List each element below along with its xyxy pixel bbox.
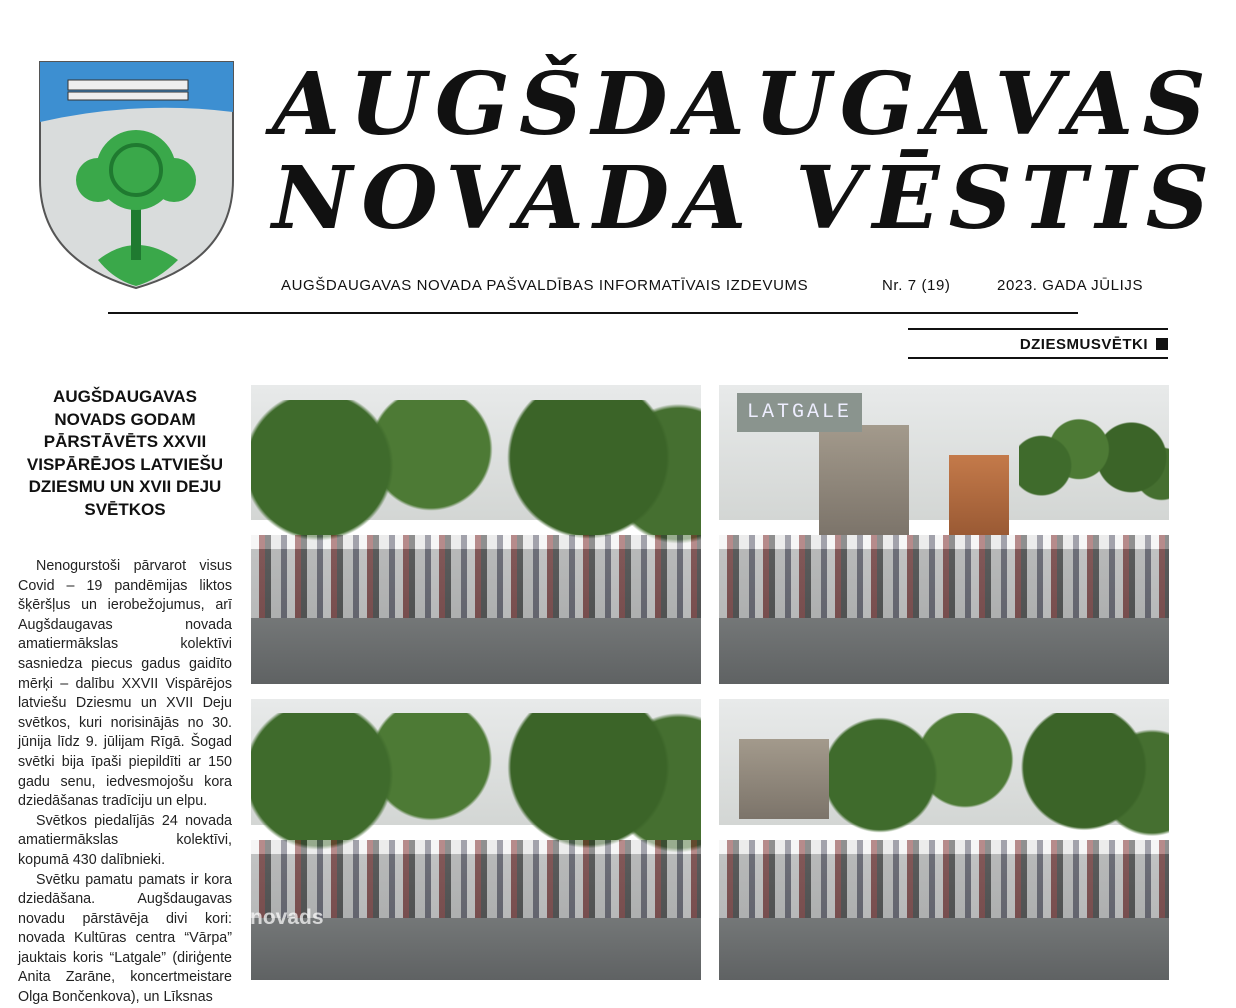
article-paragraph: Svētku pamatu pamats ir kora dziedāšana. Augšdaugavas novadu pārstāvēja divi kori: novada Kultūras centra “Vārpa” jauktais koris “Latgale” (diriģente Anita Zarāne, koncertmeistare Olga Bončenkova), un Līksnas bbox=[18, 871, 232, 1006]
masthead-title-line2: NOVADA VĒSTIS bbox=[272, 148, 1219, 249]
photo-parade-4 bbox=[719, 699, 1169, 980]
watermark: novads bbox=[250, 906, 324, 929]
photo-parade-3 bbox=[251, 699, 701, 980]
section-rule-bottom bbox=[908, 357, 1168, 359]
photo-parade-1 bbox=[251, 385, 701, 684]
coat-of-arms-logo bbox=[38, 60, 235, 290]
article-paragraph: Nenogurstoši pārvarot visus Covid – 19 pandēmijas liktos šķēršļus un ierobežojumus, arī Augšdaugavas novada amatiermākslas kolektīvi sasniedza piecus gadus gaidīto mērķi – dalību XXVII Vispārējos latviešu Dziesmu un XVII Deju svētkos, kuri norisinājās no 30. jūnija līdz 9. jūlijam Rīgā. Šogad svētki bija īpaši piepildīti ar 150 gadu senu, iedvesmojošu kora dziedāšanas tradīciju un elpu. bbox=[18, 558, 232, 810]
issue-date: 2023. GADA JŪLIJS bbox=[997, 277, 1144, 294]
section-label-text: DZIESMUSVĒTKI bbox=[1019, 336, 1148, 353]
article-paragraph: Svētkos piedalījās 24 novada amatiermākslas kolektīvi, kopumā 430 dalībnieki. bbox=[18, 812, 232, 868]
photo-parade-2 bbox=[719, 385, 1169, 684]
article-body bbox=[18, 557, 232, 1008]
masthead-title-line1: AUGŠDAUGAVAS bbox=[272, 54, 1215, 155]
publication-subtitle: AUGŠDAUGAVAS NOVADA PAŠVALDĪBAS INFORMATĪVAIS IZDEVUMS bbox=[281, 277, 809, 294]
latgale-sign: LATGALE bbox=[737, 393, 862, 432]
square-marker-icon bbox=[1156, 338, 1168, 350]
article-headline: AUGŠDAUGAVAS NOVADS GODAM PĀRSTĀVĒTS XXVII VISPĀRĒJOS LATVIEŠU DZIESMU UN XVII DEJU SVĒTKOS bbox=[26, 387, 224, 519]
masthead-divider bbox=[108, 312, 1078, 314]
section-rule-top bbox=[908, 328, 1168, 330]
issue-number: Nr. 7 (19) bbox=[882, 277, 951, 294]
section-label bbox=[908, 336, 1168, 353]
